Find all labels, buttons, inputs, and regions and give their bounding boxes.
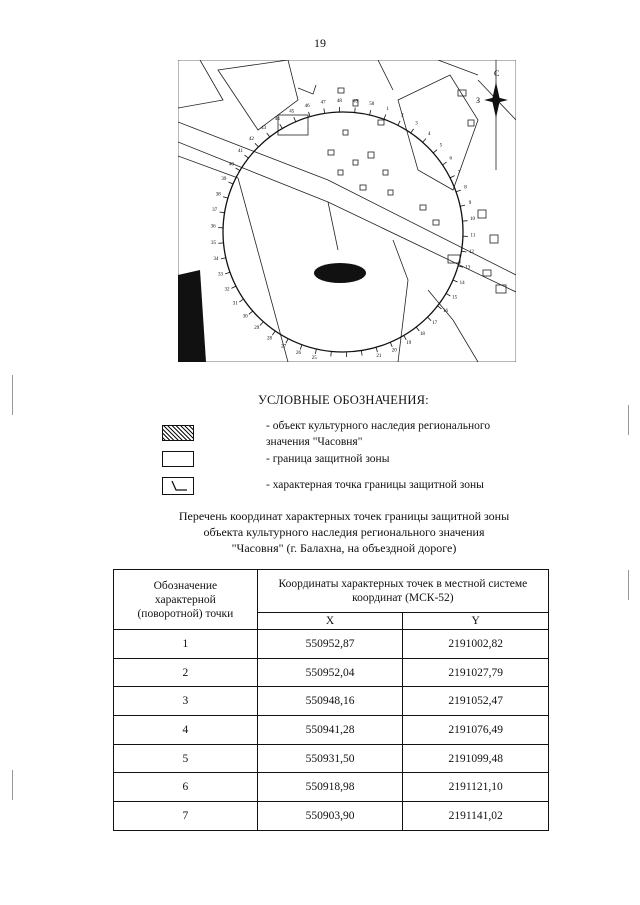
boundary-point-label: 34 <box>213 256 219 262</box>
cell-point: 1 <box>114 630 258 659</box>
boundary-point-label: 37 <box>212 208 218 214</box>
boundary-point-label: 45 <box>289 109 295 115</box>
cell-y: 2191121,10 <box>403 773 549 802</box>
boundary-point-label: 29 <box>254 326 260 332</box>
cell-y: 2191076,49 <box>403 716 549 745</box>
boundary-point-label: 6 <box>449 156 453 162</box>
boundary-point-label: 26 <box>296 351 302 357</box>
boundary-point-label: 4 <box>428 131 431 137</box>
boundary-point-label: 11 <box>470 233 476 239</box>
cell-y: 2191002,82 <box>403 630 549 659</box>
coordinates-table <box>113 569 549 831</box>
boundary-point-label: 38 <box>215 192 221 198</box>
scan-mark <box>12 375 13 415</box>
boundary-point-label: 2 <box>401 113 404 119</box>
boundary-point-label: 28 <box>267 336 273 342</box>
boundary-point-label: 41 <box>238 148 244 154</box>
boundary-point-label: 1 <box>386 106 389 112</box>
boundary-point-label: 46 <box>304 104 310 110</box>
header-coords: Координаты характерных точек в местной системе координат (МСК-52) <box>257 570 548 613</box>
cell-point: 7 <box>114 802 258 831</box>
cell-y: 2191099,48 <box>403 744 549 773</box>
boundary-point-label: 43 <box>261 126 267 132</box>
boundary-point-label: 14 <box>459 281 465 287</box>
boundary-point-label: 9 <box>468 201 472 207</box>
header-x: X <box>257 613 403 630</box>
table-row <box>114 744 549 773</box>
table-row <box>114 802 549 831</box>
boundary-point-label: 30 <box>242 314 248 320</box>
table-row <box>114 773 549 802</box>
protection-zone-map <box>178 60 516 362</box>
boundary-point-label: 31 <box>232 301 238 307</box>
page-number: 19 <box>314 36 326 50</box>
boundary-point-label: 18 <box>419 331 425 337</box>
boundary-point-label: 8 <box>464 185 467 191</box>
table-row <box>114 630 549 659</box>
cell-x: 550948,16 <box>257 687 403 716</box>
table-row <box>114 687 549 716</box>
heritage-object <box>314 263 366 283</box>
legend-point-symbol <box>162 477 194 495</box>
cell-point: 3 <box>114 687 258 716</box>
cell-x: 550931,50 <box>257 744 403 773</box>
cell-point: 6 <box>114 773 258 802</box>
cell-point: 5 <box>114 744 258 773</box>
legend-item-heritage-line2: значения "Часовня" <box>266 436 363 448</box>
cell-point: 2 <box>114 658 258 687</box>
boundary-point-label: 49 <box>353 99 359 105</box>
header-y: Y <box>403 613 549 630</box>
boundary-point-label: 44 <box>274 116 280 122</box>
boundary-point-label: 17 <box>432 321 438 327</box>
legend-item-heritage <box>266 418 536 450</box>
boundary-point-label: 19 <box>406 341 412 347</box>
boundary-point-label: 33 <box>218 272 224 278</box>
boundary-point-label: 20 <box>391 348 397 354</box>
scan-mark <box>628 570 629 600</box>
cell-y: 2191027,79 <box>403 658 549 687</box>
legend-item-zone-border: - граница защитной зоны <box>266 453 390 465</box>
legend-hatched-symbol <box>162 425 194 441</box>
boundary-point-label: 5 <box>439 143 443 149</box>
boundary-point-label: 42 <box>248 136 254 142</box>
scan-mark <box>12 770 13 800</box>
boundary-point-label: 48 <box>336 99 342 105</box>
boundary-point-label: 50 <box>369 102 375 108</box>
cell-y: 2191141,02 <box>403 802 549 831</box>
caption-line-2: объекта культурного наследия регионального значения <box>203 525 485 539</box>
boundary-point-label: 32 <box>224 287 230 293</box>
table-row <box>114 658 549 687</box>
north-label: С <box>494 69 500 78</box>
cell-x: 550941,28 <box>257 716 403 745</box>
legend-item-heritage-line1: - объект культурного наследия регионального <box>266 420 491 432</box>
boundary-point-label: 13 <box>465 265 471 271</box>
boundary-point-label: 16 <box>442 309 448 315</box>
legend-item-boundary-point: - характерная точка границы защитной зоны <box>266 479 484 491</box>
boundary-point-label: 35 <box>211 240 217 246</box>
boundary-point-label: 47 <box>320 100 326 106</box>
boundary-point-label: 36 <box>210 224 216 230</box>
caption-line-3: "Часовня" (г. Балахна, на объездной дороге) <box>231 541 457 555</box>
boundary-point-label: 3 <box>415 121 418 127</box>
header-point: Обозначение характерной (поворотной) точки <box>114 570 258 630</box>
boundary-point-label: 12 <box>468 249 474 255</box>
cell-x: 550952,04 <box>257 658 403 687</box>
east-label: З <box>476 96 481 105</box>
boundary-point-label: 10 <box>469 217 475 223</box>
cell-point: 4 <box>114 716 258 745</box>
cell-y: 2191052,47 <box>403 687 549 716</box>
boundary-point-label: 15 <box>452 295 458 301</box>
table-row <box>114 716 549 745</box>
legend-title: УСЛОВНЫЕ ОБОЗНАЧЕНИЯ: <box>258 393 429 407</box>
boundary-point-label: 39 <box>221 176 227 182</box>
boundary-point-label: 25 <box>311 355 317 361</box>
boundary-point-label: 40 <box>228 162 234 168</box>
legend-zone-border-symbol <box>162 451 194 467</box>
table-caption <box>150 508 538 556</box>
caption-line-1: Перечень координат характерных точек границы защитной зоны <box>178 509 510 523</box>
boundary-point-label: 27 <box>281 344 287 350</box>
scan-mark <box>628 405 629 435</box>
cell-x: 550903,90 <box>257 802 403 831</box>
cell-x: 550952,87 <box>257 630 403 659</box>
boundary-point-label: 7 <box>457 170 461 176</box>
cell-x: 550918,98 <box>257 773 403 802</box>
boundary-point-label: 21 <box>376 353 382 359</box>
